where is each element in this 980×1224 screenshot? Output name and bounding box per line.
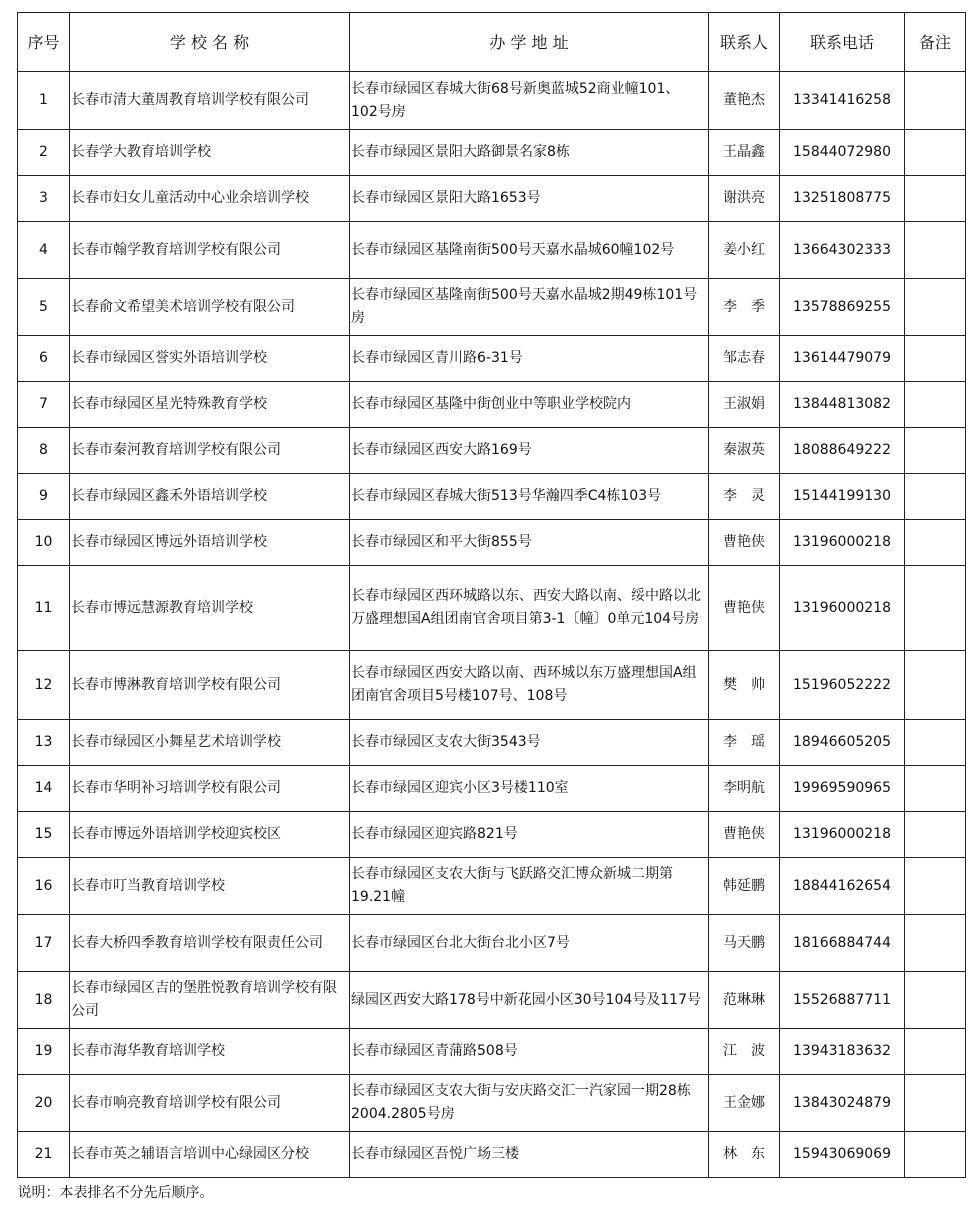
- remark-cell: [905, 858, 966, 915]
- contact-phone: 15526887711: [780, 972, 905, 1029]
- row-index: 4: [18, 222, 70, 279]
- remark-cell: [905, 720, 966, 766]
- header-remark: 备注: [905, 13, 966, 72]
- contact-person: 王金娜: [709, 1075, 780, 1132]
- contact-person: 秦淑英: [709, 428, 780, 474]
- table-row: [18, 720, 966, 766]
- school-name: 长春市海华教育培训学校: [70, 1029, 350, 1075]
- contact-phone: 15196052222: [780, 651, 905, 720]
- school-name: 长春市绿园区吉的堡胜悦教育培训学校有限公司: [70, 972, 350, 1029]
- remark-cell: [905, 428, 966, 474]
- table-row: [18, 651, 966, 720]
- contact-person: 江 波: [709, 1029, 780, 1075]
- school-address: 长春市绿园区春城大街68号新奥蓝城52商业幢101、102号房: [350, 72, 709, 130]
- remark-cell: [905, 1075, 966, 1132]
- table-row: [18, 72, 966, 130]
- contact-phone: 18088649222: [780, 428, 905, 474]
- contact-person: 邹志春: [709, 336, 780, 382]
- contact-phone: 13664302333: [780, 222, 905, 279]
- row-index: 20: [18, 1075, 70, 1132]
- school-name: 长春市绿园区誉实外语培训学校: [70, 336, 350, 382]
- table-row: [18, 130, 966, 176]
- school-name: 长春市绿园区博远外语培训学校: [70, 520, 350, 566]
- remark-cell: [905, 474, 966, 520]
- school-name: 长春市妇女儿童活动中心业余培训学校: [70, 176, 350, 222]
- school-address: 长春市绿园区支农大街3543号: [350, 720, 709, 766]
- remark-cell: [905, 915, 966, 972]
- remark-cell: [905, 651, 966, 720]
- table-row: [18, 336, 966, 382]
- school-name: 长春市响亮教育培训学校有限公司: [70, 1075, 350, 1132]
- school-name: 长春市清大董周教育培训学校有限公司: [70, 72, 350, 130]
- contact-phone: 13843024879: [780, 1075, 905, 1132]
- contact-phone: 13196000218: [780, 520, 905, 566]
- school-address: 长春市绿园区基隆中街创业中等职业学校院内: [350, 382, 709, 428]
- school-address: 长春市绿园区迎宾路821号: [350, 812, 709, 858]
- contact-phone: 13196000218: [780, 812, 905, 858]
- remark-cell: [905, 766, 966, 812]
- school-name: 长春市绿园区小舞星艺术培训学校: [70, 720, 350, 766]
- table-row: [18, 766, 966, 812]
- remark-cell: [905, 222, 966, 279]
- contact-phone: 15943069069: [780, 1132, 905, 1178]
- school-name: 长春市英之辅语言培训中心绿园区分校: [70, 1132, 350, 1178]
- school-address: 长春市绿园区吾悦广场三楼: [350, 1132, 709, 1178]
- remark-cell: [905, 1029, 966, 1075]
- table-row: [18, 566, 966, 651]
- school-address: 长春市绿园区景阳大路御景名家8栋: [350, 130, 709, 176]
- row-index: 12: [18, 651, 70, 720]
- contact-person: 谢洪亮: [709, 176, 780, 222]
- school-name: 长春学大教育培训学校: [70, 130, 350, 176]
- contact-person: 董艳杰: [709, 72, 780, 130]
- school-name: 长春市绿园区星光特殊教育学校: [70, 382, 350, 428]
- contact-person: 李 瑶: [709, 720, 780, 766]
- contact-phone: 19969590965: [780, 766, 905, 812]
- school-address: 长春市绿园区西环城路以东、西安大路以南、绥中路以北万盛理想国A组团南官舍项目第3-1〔幢〕0单元104号房: [350, 566, 709, 651]
- row-index: 2: [18, 130, 70, 176]
- table-row: [18, 858, 966, 915]
- school-name: 长春市博远外语培训学校迎宾校区: [70, 812, 350, 858]
- contact-phone: 13196000218: [780, 566, 905, 651]
- remark-cell: [905, 72, 966, 130]
- row-index: 13: [18, 720, 70, 766]
- contact-person: 曹艳侠: [709, 566, 780, 651]
- contact-person: 林 东: [709, 1132, 780, 1178]
- school-address: 长春市绿园区基隆南街500号天嘉水晶城2期49栋101号房: [350, 279, 709, 336]
- school-name: 长春市华明补习培训学校有限公司: [70, 766, 350, 812]
- school-address: 长春市绿园区基隆南街500号天嘉水晶城60幢102号: [350, 222, 709, 279]
- row-index: 3: [18, 176, 70, 222]
- school-address: 长春市绿园区青蒲路508号: [350, 1029, 709, 1075]
- school-address: 长春市绿园区迎宾小区3号楼110室: [350, 766, 709, 812]
- row-index: 9: [18, 474, 70, 520]
- table-note: 说明：本表排名不分先后顺序。: [17, 1185, 214, 1201]
- contact-phone: 13578869255: [780, 279, 905, 336]
- header-row: [18, 13, 966, 72]
- remark-cell: [905, 566, 966, 651]
- school-address: 长春市绿园区青川路6-31号: [350, 336, 709, 382]
- table-row: [18, 428, 966, 474]
- row-index: 19: [18, 1029, 70, 1075]
- row-index: 7: [18, 382, 70, 428]
- remark-cell: [905, 520, 966, 566]
- table-row: [18, 176, 966, 222]
- school-address: 长春市绿园区支农大街与飞跃路交汇博众新城二期第19.21幢: [350, 858, 709, 915]
- school-name: 长春市叮当教育培训学校: [70, 858, 350, 915]
- school-address: 长春市绿园区台北大街台北小区7号: [350, 915, 709, 972]
- row-index: 17: [18, 915, 70, 972]
- school-name: 长春市博远慧源教育培训学校: [70, 566, 350, 651]
- header-contact: 联系人: [709, 13, 780, 72]
- contact-phone: 13341416258: [780, 72, 905, 130]
- row-index: 21: [18, 1132, 70, 1178]
- table-row: [18, 1029, 966, 1075]
- row-index: 11: [18, 566, 70, 651]
- contact-person: 曹艳侠: [709, 520, 780, 566]
- contact-phone: 18946605205: [780, 720, 905, 766]
- contact-person: 王淑娟: [709, 382, 780, 428]
- school-address: 长春市绿园区春城大街513号华瀚四季C4栋103号: [350, 474, 709, 520]
- school-name: 长春市翰学教育培训学校有限公司: [70, 222, 350, 279]
- remark-cell: [905, 336, 966, 382]
- remark-cell: [905, 382, 966, 428]
- header-address: 办 学 地 址: [350, 13, 709, 72]
- table-row: [18, 972, 966, 1029]
- table-row: [18, 1075, 966, 1132]
- table-row: [18, 382, 966, 428]
- contact-phone: 18166884744: [780, 915, 905, 972]
- contact-person: 韩延鹏: [709, 858, 780, 915]
- school-name: 长春市博淋教育培训学校有限公司: [70, 651, 350, 720]
- contact-person: 李明航: [709, 766, 780, 812]
- school-address: 长春市绿园区西安大路169号: [350, 428, 709, 474]
- contact-person: 曹艳侠: [709, 812, 780, 858]
- row-index: 15: [18, 812, 70, 858]
- contact-person: 姜小红: [709, 222, 780, 279]
- row-index: 16: [18, 858, 70, 915]
- row-index: 1: [18, 72, 70, 130]
- contact-person: 樊 帅: [709, 651, 780, 720]
- contact-phone: 15844072980: [780, 130, 905, 176]
- table-row: [18, 222, 966, 279]
- school-name: 长春市秦河教育培训学校有限公司: [70, 428, 350, 474]
- header-school-name: 学 校 名 称: [70, 13, 350, 72]
- row-index: 5: [18, 279, 70, 336]
- remark-cell: [905, 812, 966, 858]
- row-index: 18: [18, 972, 70, 1029]
- contact-phone: 18844162654: [780, 858, 905, 915]
- contact-person: 范琳琳: [709, 972, 780, 1029]
- row-index: 8: [18, 428, 70, 474]
- remark-cell: [905, 130, 966, 176]
- remark-cell: [905, 176, 966, 222]
- school-name: 长春俞文希望美术培训学校有限公司: [70, 279, 350, 336]
- header-index: 序号: [18, 13, 70, 72]
- table-row: [18, 1132, 966, 1178]
- contact-phone: 13614479079: [780, 336, 905, 382]
- school-address: 绿园区西安大路178号中新花园小区30号104号及117号: [350, 972, 709, 1029]
- remark-cell: [905, 1132, 966, 1178]
- row-index: 14: [18, 766, 70, 812]
- note-row: [18, 1178, 966, 1206]
- contact-person: 马天鹏: [709, 915, 780, 972]
- contact-phone: 13844813082: [780, 382, 905, 428]
- school-address: 长春市绿园区支农大街与安庆路交汇一汽家园一期28栋2004.2805号房: [350, 1075, 709, 1132]
- school-name: 长春市绿园区鑫禾外语培训学校: [70, 474, 350, 520]
- school-address: 长春市绿园区和平大街855号: [350, 520, 709, 566]
- school-name: 长春大桥四季教育培训学校有限责任公司: [70, 915, 350, 972]
- contact-person: 王晶鑫: [709, 130, 780, 176]
- table-row: [18, 812, 966, 858]
- contact-phone: 13943183632: [780, 1029, 905, 1075]
- school-list-table: [17, 12, 966, 1205]
- table-body: [18, 72, 966, 1178]
- header-phone: 联系电话: [780, 13, 905, 72]
- row-index: 10: [18, 520, 70, 566]
- table-row: [18, 520, 966, 566]
- school-address: 长春市绿园区西安大路以南、西环城以东万盛理想国A组团南官舍项目5号楼107号、108号: [350, 651, 709, 720]
- contact-person: 李 季: [709, 279, 780, 336]
- contact-phone: 15144199130: [780, 474, 905, 520]
- remark-cell: [905, 279, 966, 336]
- contact-phone: 13251808775: [780, 176, 905, 222]
- remark-cell: [905, 972, 966, 1029]
- school-address: 长春市绿园区景阳大路1653号: [350, 176, 709, 222]
- table-row: [18, 279, 966, 336]
- table-row: [18, 474, 966, 520]
- contact-person: 李 灵: [709, 474, 780, 520]
- table-row: [18, 915, 966, 972]
- row-index: 6: [18, 336, 70, 382]
